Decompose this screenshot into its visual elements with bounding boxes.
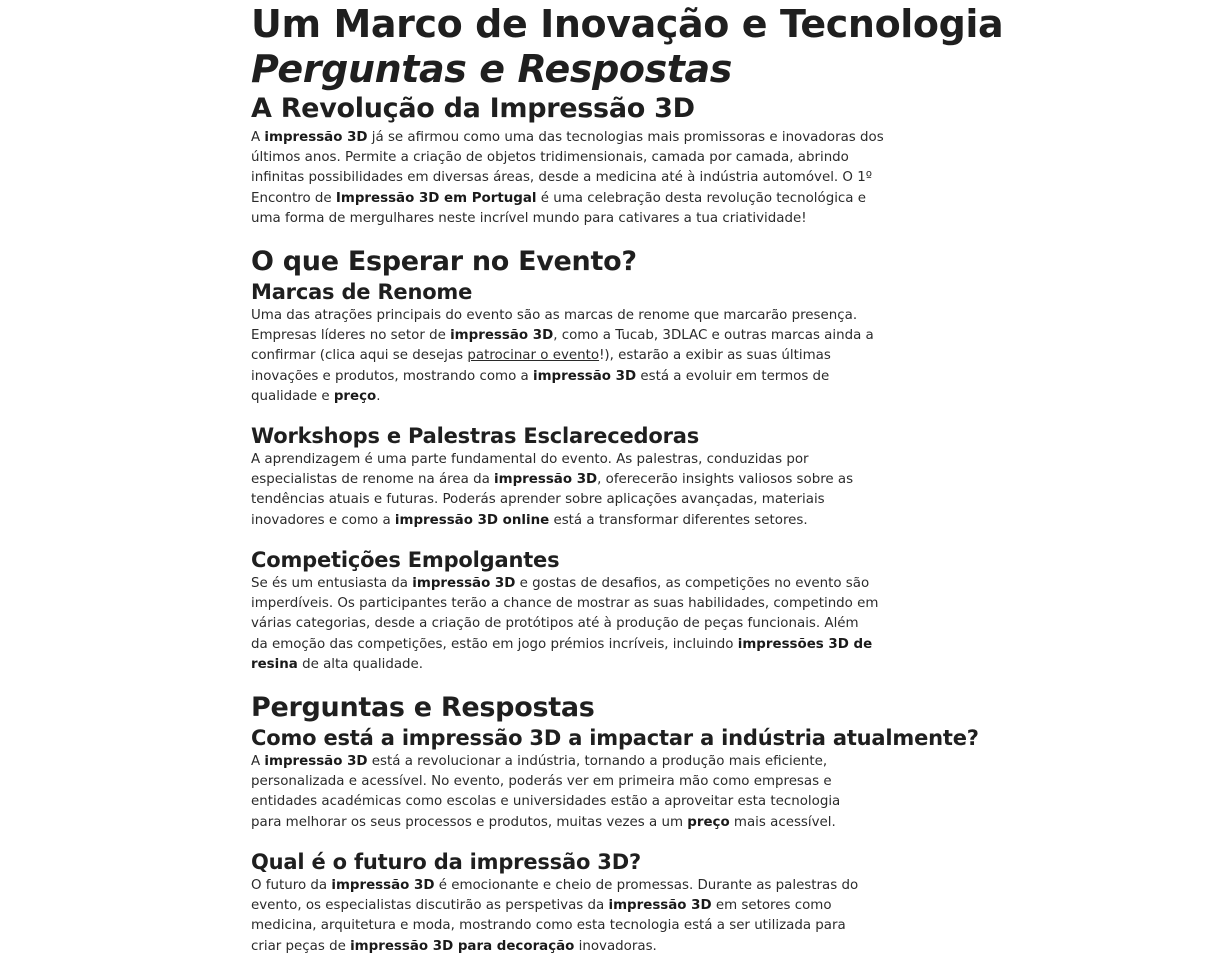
subheading-workshops: Workshops e Palestras Esclarecedoras <box>251 424 699 448</box>
text-line <box>251 490 941 510</box>
text-run: inovações e produtos, mostrando como a <box>251 368 533 384</box>
bold-keyword: impressão 3D <box>331 878 435 893</box>
text-line <box>251 792 941 812</box>
text-run: Se és um entusiasta da <box>251 576 413 591</box>
text-run: , como a Tucab, 3DLAC e outras marcas ainda a <box>553 328 874 344</box>
page-title: Um Marco de Inovação e Tecnologia <box>251 2 1004 46</box>
text-run: já se afirmou como uma das tecnologias mais promissoras e inovadoras dos <box>367 130 884 145</box>
text-run: tendências atuais e futuras. Poderás aprender sobre aplicações avançadas, materiais <box>251 492 825 508</box>
text-line <box>251 511 941 531</box>
paragraph-competicoes <box>251 574 941 675</box>
text-run: qualidade e <box>251 388 334 404</box>
text-run: e gostas de desafios, as competições no evento são <box>515 576 870 591</box>
subheading-competicoes: Competições Empolgantes <box>251 548 560 572</box>
text-run: Como está a <box>251 726 402 750</box>
text-run: !), estarão a exibir as suas últimas <box>599 348 831 364</box>
bold-keyword: impressão 3D <box>533 368 637 384</box>
bold-keyword: impressão 3D <box>450 328 554 344</box>
text-line <box>251 574 941 594</box>
text-line <box>251 594 941 614</box>
paragraph-futuro <box>251 876 941 957</box>
text-run: mais acessível. <box>729 814 836 830</box>
paragraph-workshops <box>251 450 941 531</box>
text-run: está a revolucionar a indústria, tornando a produção mais eficiente, <box>367 754 828 769</box>
text-line <box>251 937 941 957</box>
text-run: para melhorar os seus processos e produtos, muitas vezes a um <box>251 814 688 830</box>
bold-keyword: impressão 3D <box>401 726 562 750</box>
text-run: confirmar (clica aqui se desejas <box>251 348 468 364</box>
text-run: medicina, arquitetura e moda, mostrando como esta tecnologia está a ser utilizada para <box>251 918 846 934</box>
text-run: Empresas líderes no setor de <box>251 328 451 344</box>
text-run: evento, os especialistas discutirão as perspetivas da <box>251 898 609 914</box>
paragraph-revolucao <box>251 128 941 229</box>
text-run: a impactar a indústria atualmente? <box>561 726 979 750</box>
bold-keyword: impressão 3D para decoração <box>350 938 575 954</box>
page-subtitle-italic: Perguntas e Respostas <box>251 47 733 91</box>
text-line <box>251 813 941 833</box>
text-line <box>251 209 941 229</box>
text-line <box>251 470 941 490</box>
text-run: de alta qualidade. <box>297 656 424 672</box>
sponsor-link[interactable]: patrocinar o evento <box>467 348 600 364</box>
text-line <box>251 189 941 209</box>
text-line <box>251 896 941 916</box>
bold-keyword: preço <box>333 388 377 404</box>
text-run: da emoção das competições, estão em jogo prémios incríveis, incluindo <box>251 636 738 652</box>
bold-keyword: impressão 3D <box>264 130 368 145</box>
text-line <box>251 752 941 772</box>
section-heading-revolucao: A Revolução da Impressão 3D <box>251 93 695 124</box>
bold-keyword: Impressão 3D em Portugal <box>335 190 537 206</box>
text-line <box>251 876 941 896</box>
text-run: infinitas possibilidades em diversas áreas, desde a medicina até à indústria automóvel. O 1º <box>251 170 873 186</box>
text-line <box>251 168 941 188</box>
section-heading-evento: O que Esperar no Evento? <box>251 246 637 277</box>
text-line <box>251 655 941 675</box>
bold-keyword: resina <box>251 656 298 672</box>
text-line <box>251 450 941 470</box>
text-line <box>251 367 941 387</box>
text-run: , oferecerão insights valiosos sobre as <box>597 472 854 488</box>
bold-keyword: impressões 3D de <box>737 636 873 652</box>
text-line <box>251 614 941 634</box>
text-run: em setores como <box>711 898 832 914</box>
text-run: . <box>376 388 381 404</box>
text-line <box>251 326 941 346</box>
text-run: Qual é o futuro da <box>251 850 470 874</box>
question-heading-futuro <box>251 849 641 875</box>
subheading-marcas: Marcas de Renome <box>251 280 473 304</box>
text-run: A <box>251 130 265 145</box>
bold-keyword: impressão 3D online <box>394 512 550 528</box>
text-run: A aprendizagem é uma parte fundamental do evento. As palestras, conduzidas por <box>251 452 809 467</box>
bold-keyword: impressão 3D <box>469 850 629 874</box>
text-run: criar peças de <box>251 938 351 954</box>
text-run: inovadores e como a <box>251 512 395 528</box>
text-line <box>251 306 941 326</box>
bold-keyword: preço <box>687 814 730 830</box>
bold-keyword: impressão 3D <box>412 576 516 591</box>
text-run: especialistas de renome na área da <box>251 472 495 488</box>
text-run: imperdíveis. Os participantes terão a chance de mostrar as suas habilidades, competindo em <box>251 596 879 612</box>
text-run: várias categorias, desde a criação de protótipos até à produção de peças funcionais. Além <box>251 616 859 632</box>
section-heading-perguntas: Perguntas e Respostas <box>251 692 595 723</box>
text-run: Uma das atrações principais do evento são as marcas de renome que marcarão presença. <box>251 308 858 323</box>
text-run: personalizada e acessível. No evento, poderás ver em primeira mão como empresas e <box>251 774 832 790</box>
text-run: últimos anos. Permite a criação de objetos tridimensionais, camada por camada, abrindo <box>251 150 849 166</box>
text-line <box>251 346 941 366</box>
text-run: inovadoras. <box>574 938 657 954</box>
text-line <box>251 916 941 936</box>
text-run: é emocionante e cheio de promessas. Durante as palestras do <box>434 878 859 893</box>
text-run: uma forma de mergulhares neste incrível mundo para cativares a tua criatividade! <box>251 210 807 226</box>
text-run: A <box>251 754 265 769</box>
bold-keyword: impressão 3D <box>494 472 598 488</box>
text-line <box>251 772 941 792</box>
text-line <box>251 635 941 655</box>
question-heading-industria <box>251 725 979 751</box>
text-run: Encontro de <box>251 190 336 206</box>
bold-keyword: impressão 3D <box>608 898 712 914</box>
text-run: entidades académicas como escolas e universidades estão a aproveitar esta tecnologia <box>251 794 841 810</box>
text-line <box>251 387 941 407</box>
paragraph-marcas <box>251 306 941 407</box>
text-line <box>251 128 941 148</box>
text-run: ? <box>628 850 641 874</box>
text-run: está a transformar diferentes setores. <box>549 512 808 528</box>
bold-keyword: impressão 3D <box>264 754 368 769</box>
text-run: é uma celebração desta revolução tecnológica e <box>536 190 866 206</box>
text-run: O futuro da <box>251 878 332 893</box>
text-run: está a evoluir em termos de <box>636 368 830 384</box>
paragraph-industria <box>251 752 941 833</box>
text-line <box>251 148 941 168</box>
